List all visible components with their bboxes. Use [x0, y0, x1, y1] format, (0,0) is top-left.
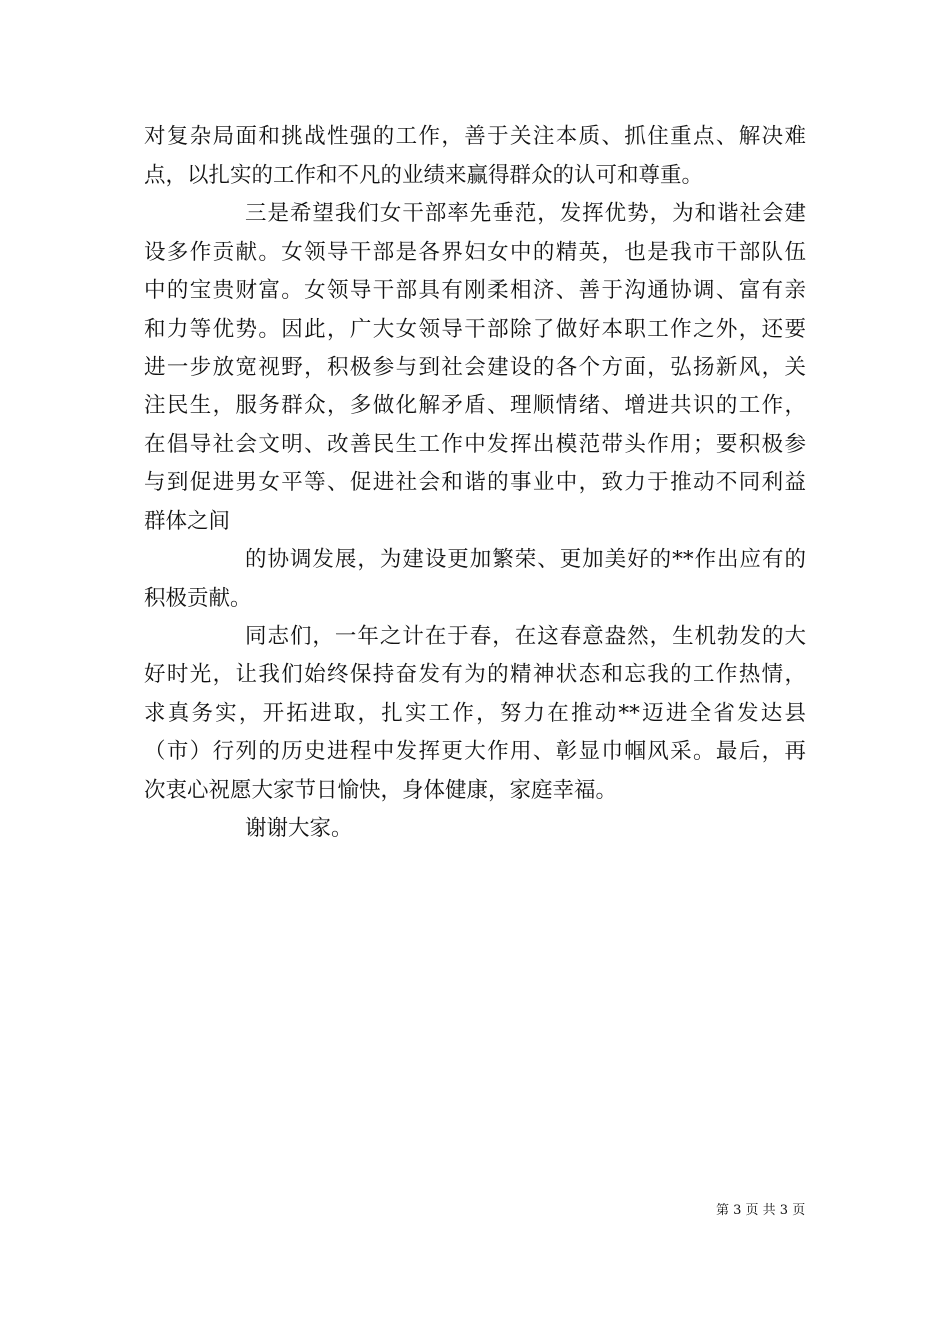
- text-line: （市）行列的历史进程中发挥更大作用、彰显巾帼风采。最后，再: [144, 739, 806, 764]
- text-line: 群体之间: [144, 509, 231, 534]
- text-line: 与到促进男女平等、促进社会和谐的事业中，致力于推动不同利益: [144, 470, 806, 495]
- text-line: 求真务实，开拓进取，扎实工作，努力在推动**迈进全省发达县: [144, 701, 806, 726]
- text-line: 好时光，让我们始终保持奋发有为的精神状态和忘我的工作热情，: [144, 662, 806, 687]
- page-number-footer: 第 3 页 共 3 页: [716, 1203, 806, 1218]
- text-line: 积极贡献。: [144, 586, 252, 611]
- text-line: 次衷心祝愿大家节日愉快，身体健康，家庭幸福。: [144, 778, 618, 803]
- text-line: 注民生，服务群众，多做化解矛盾、理顺情绪、增进共识的工作，: [144, 393, 806, 418]
- text-line: 进一步放宽视野，积极参与到社会建设的各个方面，弘扬新风，关: [144, 355, 806, 380]
- text-line: 同志们，一年之计在于春，在这春意盎然，生机勃发的大: [245, 624, 806, 649]
- text-line: 在倡导社会文明、改善民生工作中发挥出模范带头作用；要积极参: [144, 432, 806, 457]
- text-line: 三是希望我们女干部率先垂范，发挥优势，为和谐社会建: [245, 201, 806, 226]
- text-line: 谢谢大家。: [245, 816, 353, 841]
- text-line: 的协调发展，为建设更加繁荣、更加美好的**作出应有的: [245, 547, 806, 572]
- text-line: 中的宝贵财富。女领导干部具有刚柔相济、善于沟通协调、富有亲: [144, 278, 806, 303]
- text-line: 设多作贡献。女领导干部是各界妇女中的精英，也是我市干部队伍: [144, 240, 806, 265]
- text-line: 对复杂局面和挑战性强的工作，善于关注本质、抓住重点、解决难: [144, 124, 806, 149]
- text-line: 和力等优势。因此，广大女领导干部除了做好本职工作之外，还要: [144, 317, 806, 342]
- text-line: 点，以扎实的工作和不凡的业绩来赢得群众的认可和尊重。: [144, 163, 704, 188]
